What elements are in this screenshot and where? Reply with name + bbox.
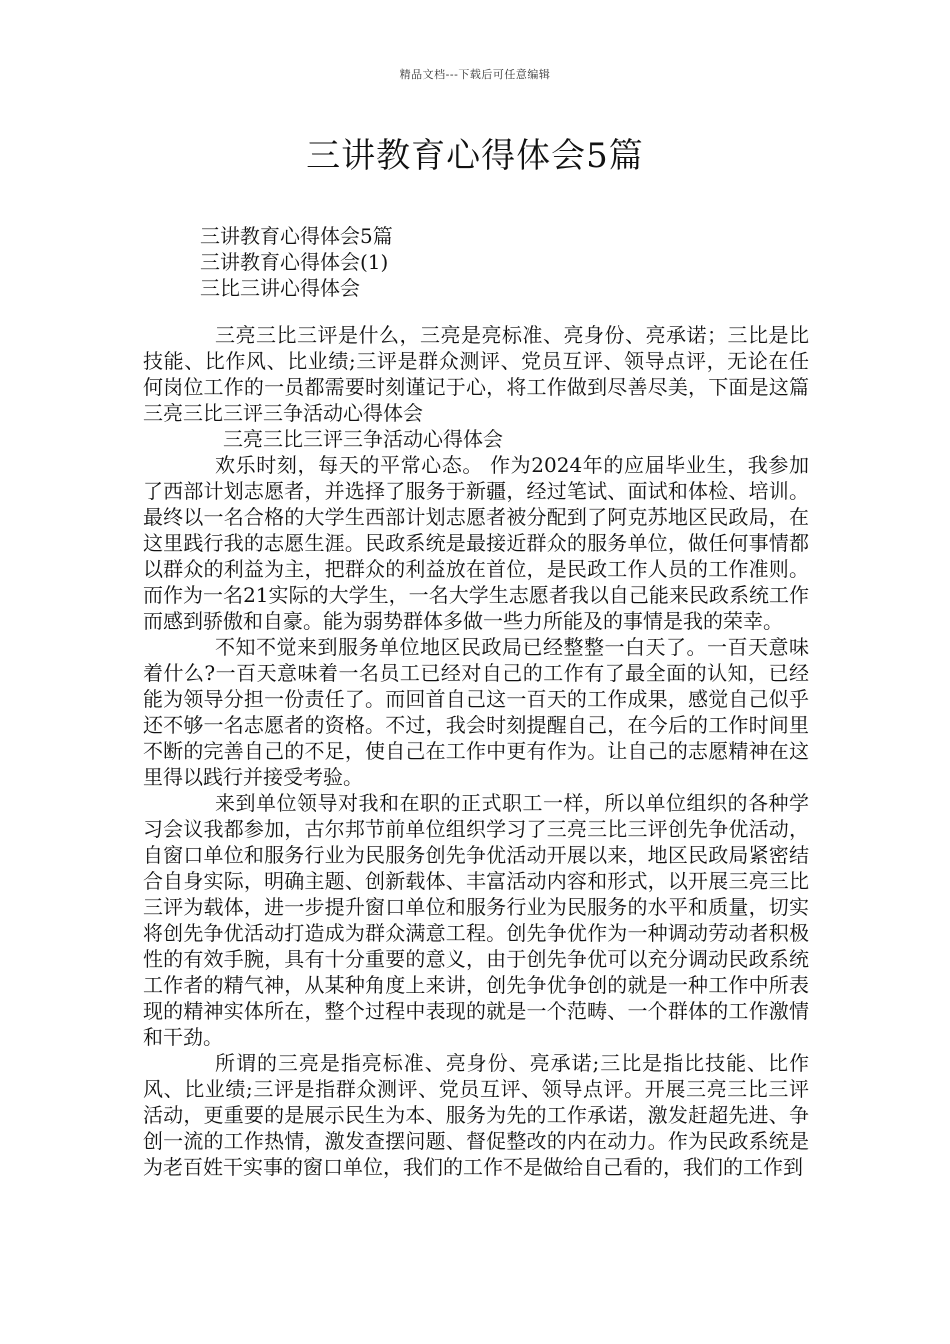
subtitle-line: 三讲教育心得体会(1): [200, 250, 389, 274]
subtitle-line: 三讲教育心得体会5篇: [200, 224, 393, 248]
section-heading: 三亮三比三评三争活动心得体会: [223, 427, 503, 451]
header-note: 精品文档---下载后可任意编辑: [399, 68, 551, 81]
body-text: [143, 322, 809, 1180]
subtitle-block: [200, 223, 393, 301]
paragraph: 来到单位领导对我和在职的正式职工一样，所以单位组织的各种学习会议我都参加，古尔邦节前单位组织学习了三亮三比三评创先争优活动，自窗口单位和服务行业为民服务创先争优活动开展以来，地区民政局紧密结合自身实际，明确主题、创新载体、丰富活动内容和形式，以开展三亮三比三评为载体，进一步提升窗口单位和服务行业为民服务的水平和质量，切实将创先争优活动打造成为群众满意工程。创先争优作为一种调动劳动者积极性的有效手腕，具有十分重要的意义，由于创先争优可以充分调动民政系统工作者的精气神，从某种角度上来讲，创先争优争创的就是一种工作中所表现的精神实体所在，整个过程中表现的就是一个范畴、一个群体的工作激情和干劲。: [143, 791, 809, 1049]
subtitle-line: 三比三讲心得体会: [200, 276, 360, 300]
paragraph: 三亮三比三评是什么，三亮是亮标准、亮身份、亮承诺；三比是比技能、比作风、比业绩;三评是群众测评、党员互评、领导点评，无论在任何岗位工作的一员都需要时刻谨记于心，将工作做到尽善尽美，下面是这篇三亮三比三评三争活动心得体会: [143, 323, 809, 425]
paragraph: 所谓的三亮是指亮标准、亮身份、亮承诺;三比是指比技能、比作风、比业绩;三评是指群众测评、党员互评、领导点评。开展三亮三比三评活动，更重要的是展示民生为本、服务为先的工作承诺，激发赶超先进、争创一流的工作热情，激发查摆问题、督促整改的内在动力。作为民政系统是为老百姓干实事的窗口单位，我们的工作不是做给自己看的，我们的工作到: [143, 1051, 809, 1179]
paragraph: 不知不觉来到服务单位地区民政局已经整整一白天了。一百天意味着什么?一百天意味着一名员工已经对自己的工作有了最全面的认知，已经能为领导分担一份责任了。而回首自己这一百天的工作成果，感觉自己似乎还不够一名志愿者的资格。不过，我会时刻提醒自己，在今后的工作时间里不断的完善自己的不足，使自己在工作中更有作为。让自己的志愿精神在这里得以践行并接受考验。: [143, 635, 809, 789]
paragraph: 欢乐时刻，每天的平常心态。 作为2024年的应届毕业生，我参加了西部计划志愿者，并选择了服务于新疆，经过笔试、面试和体检、培训。最终以一名合格的大学生西部计划志愿者被分配到了阿克苏地区民政局，在这里践行我的志愿生涯。民政系统是最接近群众的服务单位，做任何事情都以群众的利益为主，把群众的利益放在首位，是民政工作人员的工作准则。而作为一名21实际的大学生，一名大学生志愿者我以自己能来民政系统工作而感到骄傲和自豪。能为弱势群体多做一些力所能及的事情是我的荣幸。: [143, 453, 809, 633]
document-title: 三讲教育心得体会5篇: [306, 136, 644, 176]
